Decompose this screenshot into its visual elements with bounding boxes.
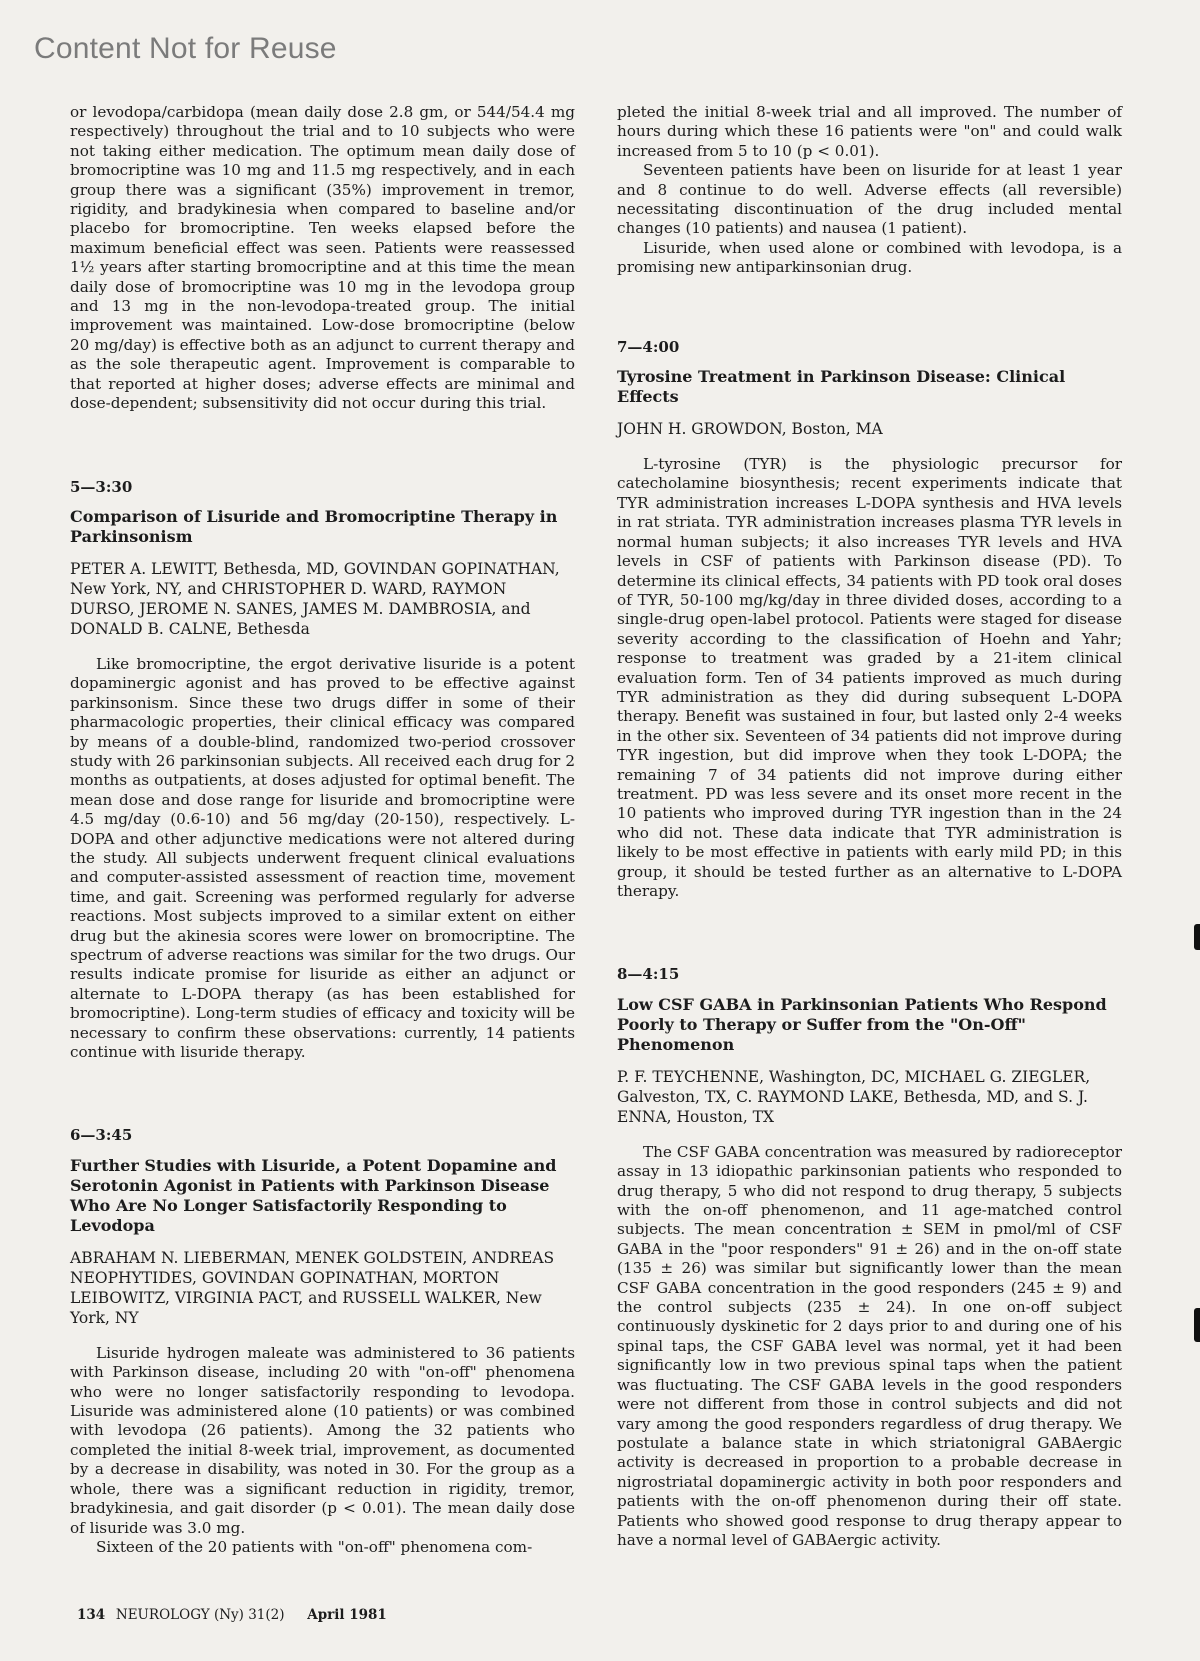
abstract-body: Lisuride hydrogen maleate was administered to 36 patients with Parkinson disease, including 20 with "on-off" phenomena who were no longer satisfactorily responding to levodopa. Lisuride was administered alone (10 patients) or was combined with levodopa (26 patients). Among the 32 patients who completed the initial 8-week trial, improvement, as documented by a decrease in disability, was noted in 30. For the group as a whole, there was a significant reduction in rigidity, tremor, bradykinesia, and gait disorder (p < 0.01). The mean daily dose of lisuride was 3.0 mg. [70,1343,575,1537]
issue-date: April 1981 [307,1607,387,1623]
page-footer [77,1607,387,1623]
session-time: 7—4:00 [617,337,680,356]
page-number: 134 [77,1607,106,1623]
abstract-6 [70,1126,575,1557]
abstract-7 [617,338,1122,902]
abstract-5 [70,478,575,1063]
journal-citation: NEUROLOGY (Ny) 31(2) [115,1607,285,1623]
abstract-title: Tyrosine Treatment in Parkinson Disease: Clinical Effects [617,367,1066,407]
abstract-body: Seventeen patients have been on lisuride for at least 1 year and 8 continue to do well. Adverse effects (all reversible) necessitating discontinuation of the drug included mental changes (10 patients) and nausea (1 patient). [617,161,1122,238]
session-time: 6—3:45 [70,1126,133,1145]
left-column [70,103,575,1557]
abstract-authors: JOHN H. GROWDON, Boston, MA [617,420,883,439]
session-time: 8—4:15 [617,965,680,984]
abstract-authors: P. F. TEYCHENNE, Washington, DC, MICHAEL G. ZIEGLER, Galveston, TX, C. RAYMOND LAKE, Bethesda, MD, and S. J. ENNA, Houston, TX [617,1067,1091,1126]
right-column [617,103,1122,1550]
session-time: 5—3:30 [70,477,133,496]
abstract-authors: ABRAHAM N. LIEBERMAN, MENEK GOLDSTEIN, ANDREAS NEOPHYTIDES, GOVINDAN GOPINATHAN, MORTON LEIBOWITZ, VIRGINIA PACT, and RUSSELL WALKER, New York, NY [70,1248,555,1327]
abstract-body: Lisuride, when used alone or combined with levodopa, is a promising new antiparkinsonian drug. [617,238,1122,277]
abstract-title: Further Studies with Lisuride, a Potent Dopamine and Serotonin Agonist in Patients with Parkinson Disease Who Are No Longer Satisfactorily Responding to Levodopa [70,1155,557,1235]
continued-abstract-text: or levodopa/carbidopa (mean daily dose 2.8 gm, or 544/54.4 mg respectively) throughout the trial and to 10 subjects who were not taking either medication. The optimum mean daily dose of bromocriptine was 10 mg and 11.5 mg respectively, and in each group there was a significant (35%) improvement in tremor, rigidity, and bradykinesia when compared to baseline and/or placebo for bromocriptine. Ten weeks elapsed before the maximum beneficial effect was seen. Patients were reassessed 1½ years after starting bromocriptine and at this time the mean daily dose of bromocriptine was 10 mg in the levodopa group and 13 mg in the non-levodopa-treated group. The initial improvement was maintained. Low-dose bromocriptine (below 20 mg/day) is effective both as an adjunct to current therapy and as the sole therapeutic agent. Improvement is comparable to that reported at higher doses; adverse effects are minimal and dose-dependent; subsensitivity did not occur during this trial. [70,103,575,413]
abstract-body: The CSF GABA concentration was measured by radioreceptor assay in 13 idiopathic parkinsonian patients who responded to drug therapy, 5 who did not respond to drug therapy, 5 subjects with the on-off phenomenon, and 11 age-matched control subjects. The mean concentration ± SEM in pmol/ml of CSF GABA in the "poor responders" 91 ± 26) and in the on-off state (135 ± 26) was similar but significantly lower than the mean CSF GABA concentration in the good responders (245 ± 9) and the control subjects (235 ± 24). In one on-off subject continuously dyskinetic for 2 days prior to and during one of his spinal taps, the CSF GABA level was normal, yet it had been significantly low in two previous spinal taps when the patient was fluctuating. The CSF GABA levels in the good responders were not different from those in control subjects and did not vary among the good responders regardless of drug therapy. We postulate a balance state in which striatonigral GABAergic activity is decreased in proportion to a probable decrease in nigrostriatal dopaminergic activity in both poor responders and patients with the on-off phenomenon during their off state. Patients who showed good response to drug therapy appear to have a normal level of GABAergic activity. [617,1142,1122,1549]
abstract-body: L-tyrosine (TYR) is the physiologic precursor for catecholamine biosynthesis; recent experiments indicate that TYR administration increases L-DOPA synthesis and HVA levels in rat striata. TYR administration increases plasma TYR levels in normal human subjects; it also increases TYR levels and HVA levels in CSF of patients with Parkinson disease (PD). To determine its clinical effects, 34 patients with PD took oral doses of TYR, 50-100 mg/kg/day in three divided doses, according to a single-drug open-label protocol. Patients were staged for disease severity according to the classification of Hoehn and Yahr; response to treatment was graded by a 21-item clinical evaluation form. Ten of 34 patients improved as much during TYR administration as they did during subsequent L-DOPA therapy. Benefit was sustained in four, but lasted only 2-4 weeks in the other six. Seventeen of 34 patients did not improve during TYR ingestion, but did improve when they took L-DOPA; the remaining 7 of 34 patients did not improve during either treatment. PD was less severe and its onset more recent in the 10 patients who improved during TYR ingestion than in the 24 who did not. These data indicate that TYR administration is likely to be most effective in patients with early mild PD; in this group, it should be tested further as an alternative to L-DOPA therapy. [617,455,1122,900]
watermark-text: Content Not for Reuse [34,32,337,65]
scan-edge-mark [1194,1308,1200,1342]
abstract-body-continued: Sixteen of the 20 patients with "on-off" phenomena com- [96,1537,533,1556]
abstract-8 [617,965,1122,1550]
scan-edge-mark [1194,924,1200,950]
abstract-title: Comparison of Lisuride and Bromocriptine Therapy in Parkinsonism [70,506,558,546]
abstract-authors: PETER A. LEWITT, Bethesda, MD, GOVINDAN GOPINATHAN, New York, NY, and CHRISTOPHER D. WARD, RAYMON DURSO, JEROME N. SANES, JAMES M. DAMBROSIA, and DONALD B. CALNE, Bethesda [70,559,560,638]
abstract-6-continued [617,103,1122,278]
abstract-title: Low CSF GABA in Parkinsonian Patients Who Respond Poorly to Therapy or Suffer from the "On-Off" Phenomenon [617,994,1107,1054]
abstract-body: Like bromocriptine, the ergot derivative lisuride is a potent dopaminergic agonist and has proved to be effective against parkinsonism. Since these two drugs differ in some of their pharmacologic properties, their clinical efficacy was compared by means of a double-blind, randomized two-period crossover study with 26 parkinsonian subjects. All received each drug for 2 months as outpatients, at doses adjusted for optimal benefit. The mean dose and dose range for lisuride and bromocriptine were 4.5 mg/day (0.6-10) and 56 mg/day (20-150), respectively. L-DOPA and other adjunctive medications were not altered during the study. All subjects underwent frequent clinical evaluations and computer-assisted assessment of reaction time, movement time, and gait. Screening was performed regularly for adverse reactions. Most subjects improved to a similar extent on either drug but the akinesia scores were lower on bromocriptine. The spectrum of adverse reactions was similar for the two drugs. Our results indicate promise for lisuride as either an adjunct or alternate to L-DOPA therapy (as has been established for bromocriptine). Long-term studies of efficacy and toxicity will be necessary to confirm these observations: currently, 14 patients continue with lisuride therapy. [70,654,575,1062]
abstract-body: pleted the initial 8-week trial and all improved. The number of hours during which these 16 patients were "on" and could walk increased from 5 to 10 (p < 0.01). [617,103,1122,160]
